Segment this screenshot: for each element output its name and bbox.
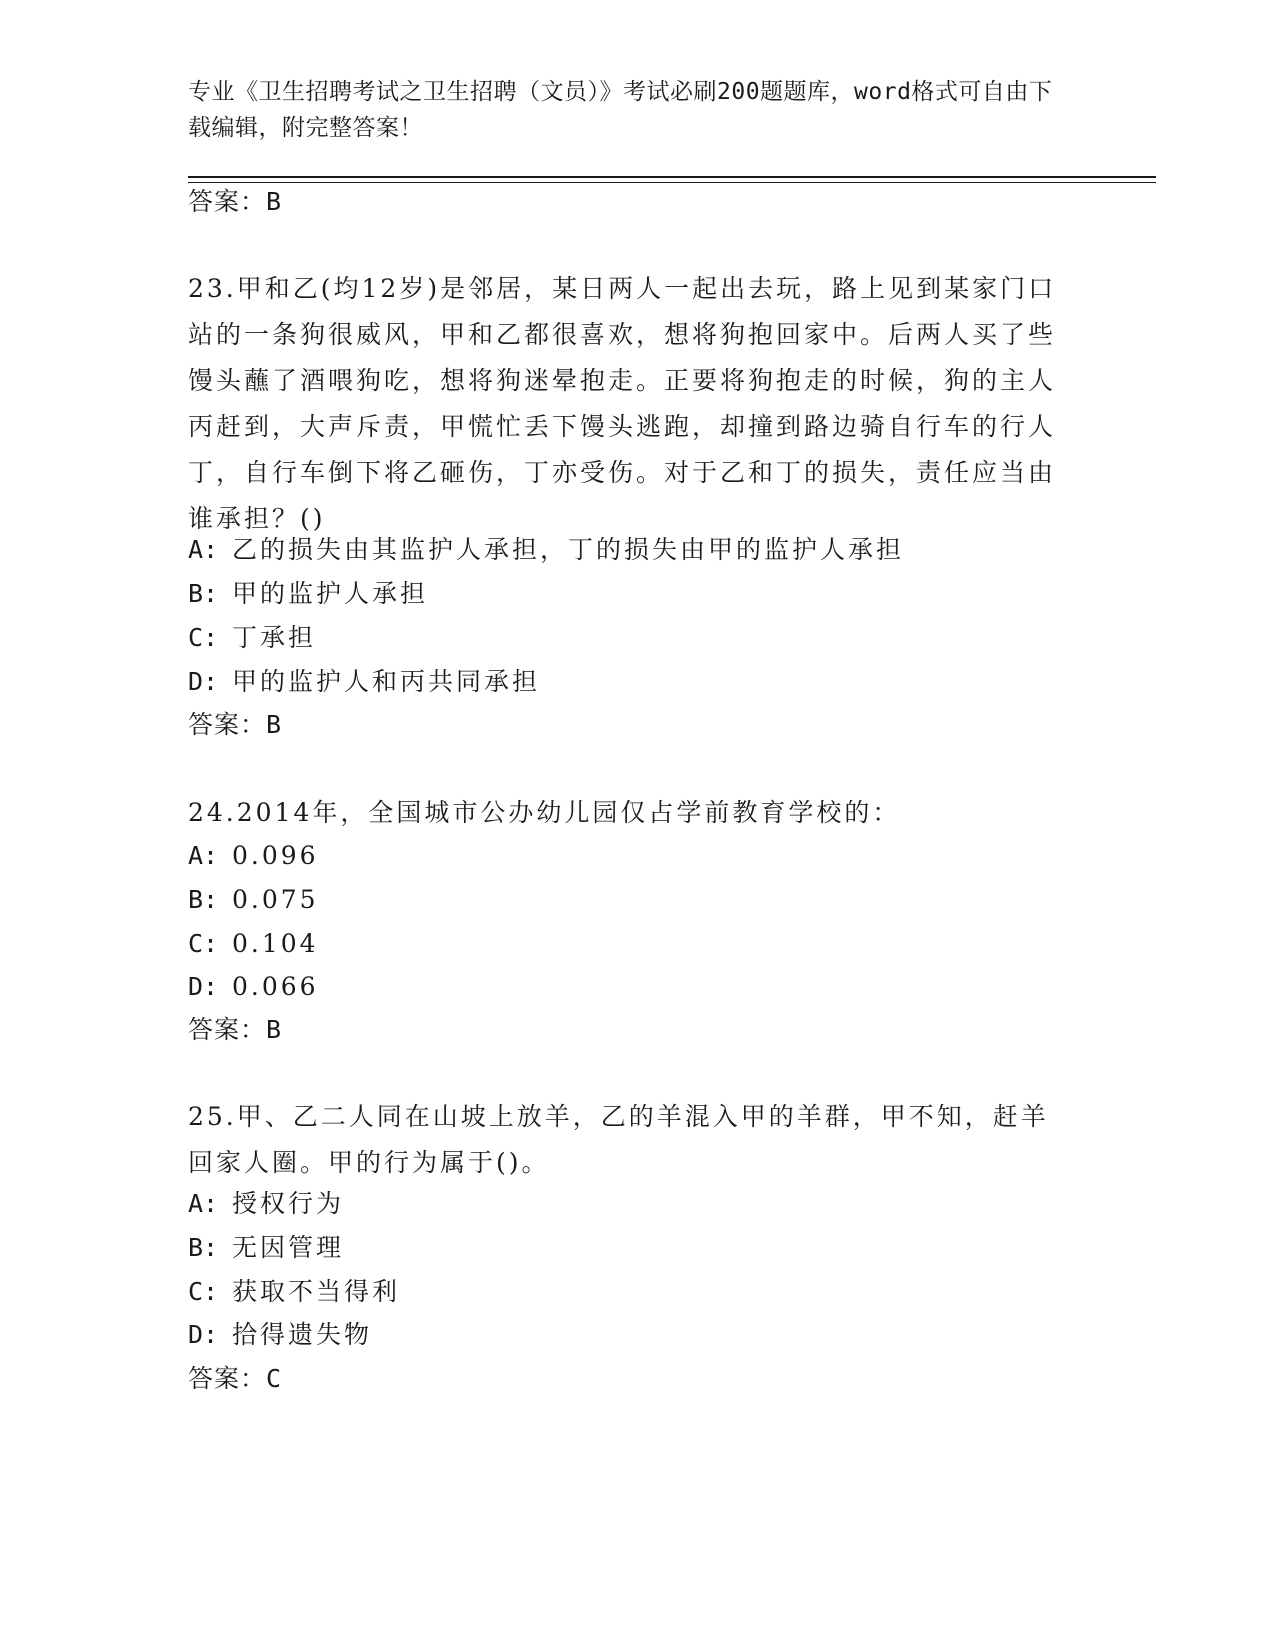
option-letter: B: — [188, 579, 219, 608]
question-25-option-b — [188, 1232, 344, 1264]
option-text: 拾得遗失物 — [232, 1320, 373, 1349]
option-text: 甲的监护人承担 — [232, 579, 429, 608]
option-letter: C: — [188, 623, 219, 652]
option-letter: B: — [188, 885, 219, 914]
option-letter: A: — [188, 535, 219, 564]
option-letter: B: — [188, 1233, 219, 1262]
question-25-option-a — [188, 1188, 344, 1220]
page-header: 专业《卫生招聘考试之卫生招聘（文员）》考试必刷200题题库，word格式可自由下载编辑，附完整答案！ — [188, 79, 1053, 141]
option-letter: C: — [188, 929, 219, 958]
option-text: 丁承担 — [232, 623, 317, 652]
question-25-answer: 答案：C — [188, 1364, 283, 1393]
question-23-option-c — [188, 622, 316, 654]
question-23-option-b — [188, 578, 428, 610]
question-24-option-b — [188, 884, 319, 916]
option-text: 0.066 — [232, 972, 319, 1001]
option-text: 0.104 — [232, 929, 319, 958]
option-letter: A: — [188, 841, 219, 870]
question-25-stem: 25.甲、乙二人同在山坡上放羊，乙的羊混入甲的羊群，甲不知，赶羊回家人圈。甲的行为属于()。 — [188, 1102, 1049, 1177]
header-divider-thick — [188, 176, 1156, 178]
option-letter: D: — [188, 1320, 219, 1349]
option-letter: C: — [188, 1277, 219, 1306]
question-23-answer: 答案：B — [188, 710, 283, 739]
option-text: 甲的监护人和丙共同承担 — [232, 667, 541, 696]
question-24-answer: 答案：B — [188, 1015, 283, 1044]
question-24-option-d — [188, 971, 319, 1003]
header-divider-thin — [188, 182, 1156, 183]
question-23-stem: 23.甲和乙(均12岁)是邻居，某日两人一起出去玩，路上见到某家门口站的一条狗很威风，甲和乙都很喜欢，想将狗抱回家中。后两人买了些馒头蘸了酒喂狗吃，想将狗迷晕抱走。正要将狗抱走的时候，狗的主人丙赶到，大声斥责，甲慌忙丢下馒头逃跑，却撞到路边骑自行车的行人丁，自行车倒下将乙砸伤，丁亦受伤。对于乙和丁的损失，责任应当由谁承担？() — [188, 274, 1057, 533]
option-text: 0.096 — [232, 841, 319, 870]
option-text: 无因管理 — [232, 1233, 345, 1262]
option-text: 乙的损失由其监护人承担，丁的损失由甲的监护人承担 — [232, 535, 905, 564]
option-letter: D: — [188, 972, 219, 1001]
option-letter: D: — [188, 667, 219, 696]
previous-answer: 答案：B — [188, 187, 283, 216]
option-text: 获取不当得利 — [232, 1277, 401, 1306]
question-24-stem: 24.2014年，全国城市公办幼儿园仅占学前教育学校的： — [188, 798, 901, 827]
question-25-option-c — [188, 1276, 400, 1308]
question-23-option-a — [188, 534, 904, 566]
option-text: 授权行为 — [232, 1189, 345, 1218]
question-25-option-d — [188, 1319, 372, 1351]
option-text: 0.075 — [232, 885, 319, 914]
question-24-option-a — [188, 840, 319, 872]
question-24-option-c — [188, 928, 319, 960]
question-23-option-d — [188, 666, 540, 698]
option-letter: A: — [188, 1189, 219, 1218]
